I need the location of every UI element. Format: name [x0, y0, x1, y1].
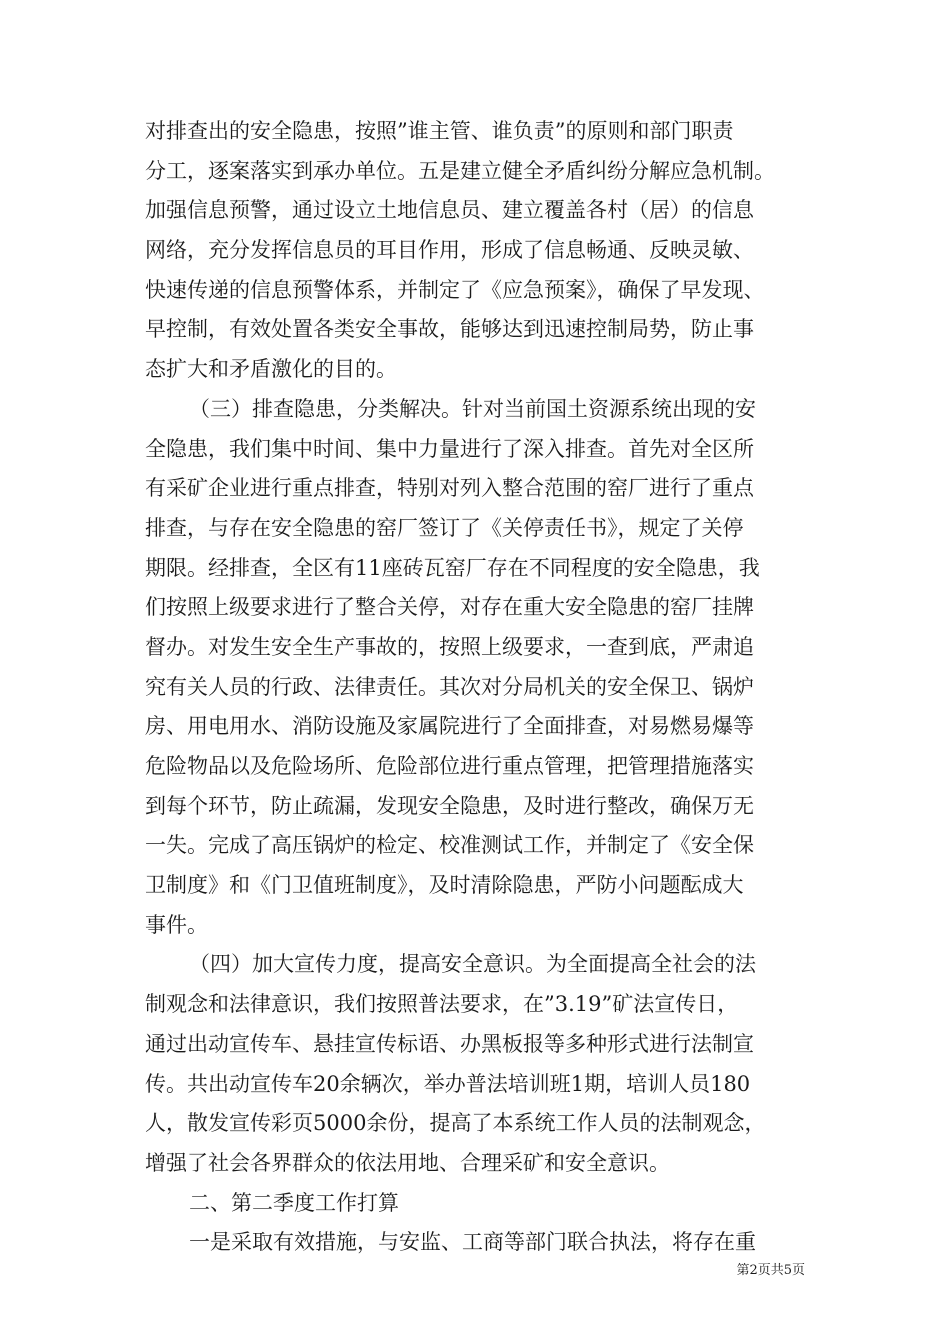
text-line: 究有关人员的行政、法律责任。其次对分局机关的安全保卫、锅炉	[145, 674, 754, 699]
text-line: 分工，逐案落实到承办单位。五是建立健全矛盾纠纷分解应急机制。	[145, 158, 775, 183]
text-line: 事件。	[145, 912, 208, 937]
section-heading-2: 二、第二季度工作打算	[189, 1190, 399, 1215]
text-line: 网络，充分发挥信息员的耳目作用，形成了信息畅通、反映灵敏、	[145, 238, 754, 263]
text-line: 危险物品以及危险场所、危险部位进行重点管理，把管理措施落实	[145, 754, 754, 778]
text-line: 全隐患，我们集中时间、集中力量进行了深入排查。首先对全区所	[145, 436, 754, 461]
document-body	[145, 112, 815, 1263]
text-line: 早控制，有效处置各类安全事故，能够达到迅速控制局势，防止事	[145, 317, 754, 342]
page-number: 第2页共5页	[736, 1263, 805, 1278]
text-line: 房、用电用水、消防设施及家属院进行了全面排查，对易燃易爆等	[145, 714, 754, 739]
text-line: 们按照上级要求进行了整合关停，对存在重大安全隐患的窑厂挂牌	[145, 595, 754, 620]
text-line: 排查，与存在安全隐患的窑厂签订了《关停责任书》，规定了关停	[145, 515, 744, 540]
text-line: 快速传递的信息预警体系，并制定了《应急预案》，确保了早发现、	[145, 277, 765, 302]
text-line: 态扩大和矛盾激化的目的。	[145, 357, 397, 382]
text-line: 卫制度》和《门卫值班制度》，及时清除隐患，严防小问题酝成大	[145, 873, 744, 898]
text-line: 一是采取有效措施，与安监、工商等部门联合执法，将存在重	[189, 1230, 756, 1255]
text-line: 对排查出的安全隐患，按照”谁主管、谁负责”的原则和部门职责	[145, 119, 734, 143]
text-line: 传。共出动宣传车20余辆次，举办普法培训班1期，培训人员180	[145, 1071, 751, 1096]
text-line: 督办。对发生安全生产事故的，按照上级要求，一查到底，严肃追	[145, 634, 754, 659]
text-line: 加强信息预警，通过设立土地信息员、建立覆盖各村（居）的信息	[145, 198, 754, 223]
text-line: 到每个环节，防止疏漏，发现安全隐患，及时进行整改，确保万无	[145, 793, 754, 818]
text-line: 期限。经排查，全区有11座砖瓦窑厂存在不同程度的安全隐患，我	[145, 555, 760, 580]
text-line: 制观念和法律意识，我们按照普法要求，在”3.19”矿法宣传日，	[145, 992, 739, 1017]
text-line: 人，散发宣传彩页5000余份，提高了本系统工作人员的法制观念，	[145, 1111, 766, 1136]
text-line: 有采矿企业进行重点排查，特别对列入整合范围的窑厂进行了重点	[145, 476, 754, 501]
text-line: 通过出动宣传车、悬挂宣传标语、办黑板报等多种形式进行法制宣	[145, 1031, 754, 1056]
text-line: 一失。完成了高压锅炉的检定、校准测试工作，并制定了《安全保	[145, 833, 754, 858]
paragraph-heading-3: （三）排查隐患，分类解决。针对当前国土资源系统出现的安	[189, 396, 756, 421]
paragraph-heading-4: （四）加大宣传力度，提高安全意识。为全面提高全社会的法	[189, 952, 756, 977]
text-line: 增强了社会各界群众的依法用地、合理采矿和安全意识。	[145, 1150, 670, 1175]
